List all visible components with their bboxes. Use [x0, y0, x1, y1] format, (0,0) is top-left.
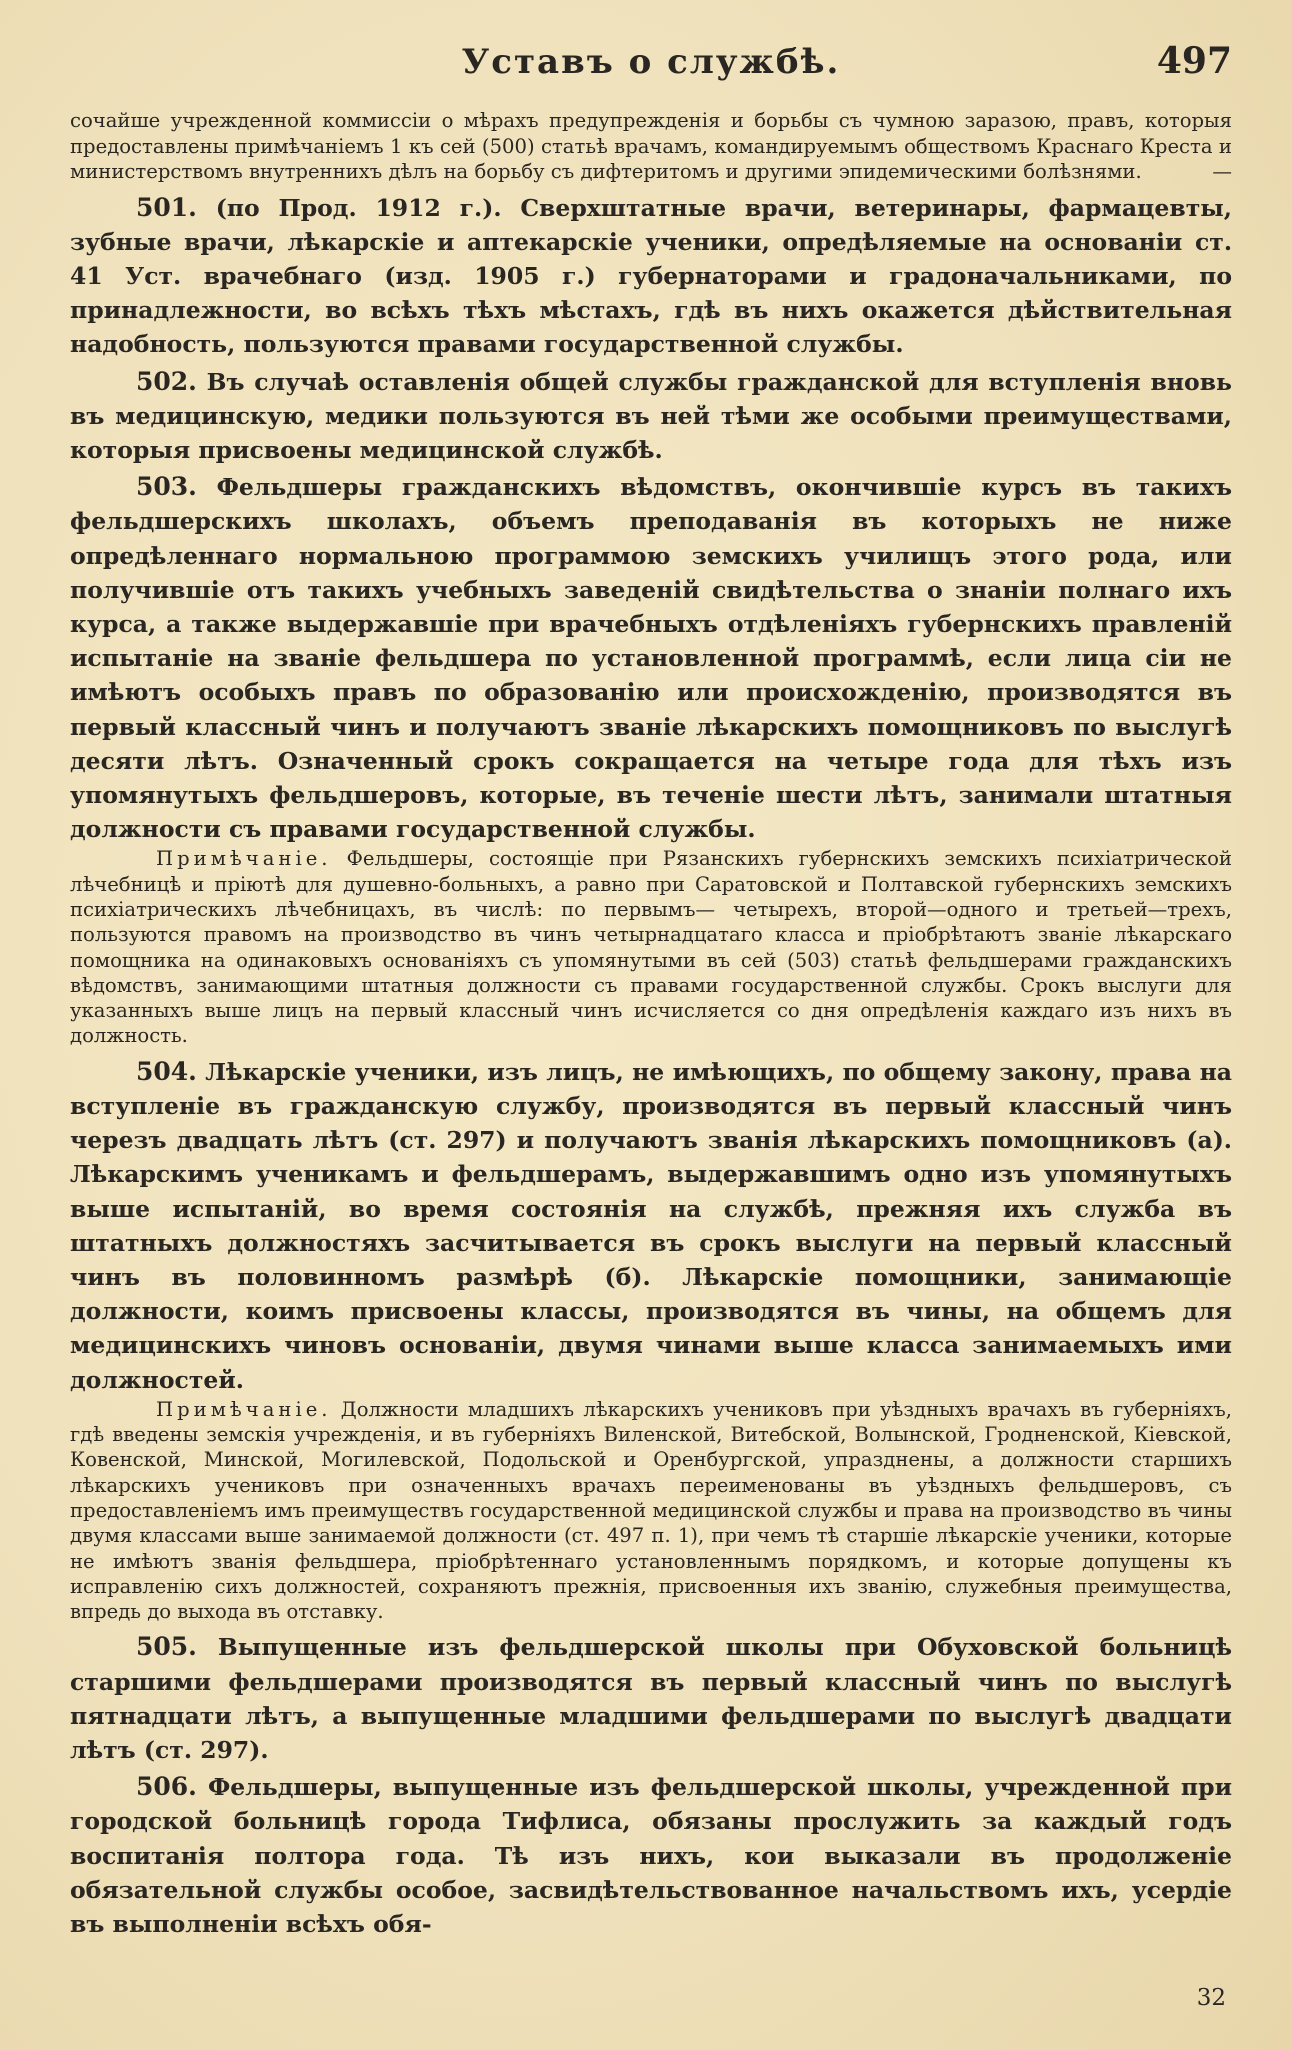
- article-number: 501.: [136, 192, 197, 222]
- article-text: (по Прод. 1912 г.). Сверхштатные врачи, ветеринары, фармацевты, зубные врачи, лѣкарскіе и аптекарскіе ученики, опредѣляемые на основаніи ст. 41 Уст. врачебнаго (изд. 1905 г.) губернаторами и градоначальниками, по принадлежности, во всѣхъ тѣхъ мѣстахъ, гдѣ въ нихъ окажется дѣйствительная надобность, пользуются правами государственной службы.: [70, 193, 1232, 359]
- note-text: Фельдшеры, состоящіе при Рязанскихъ губернскихъ земскихъ психіатрической лѣчебницѣ и пріютѣ для душевно-больныхъ, а равно при Саратовской и Полтавской губернскихъ земскихъ психіатрическихъ лѣчебницахъ, въ числѣ: по первымъ— четырехъ, второй—одного и третьей—трехъ, пользуются правомъ на производство въ чинъ четырнадцатаго класса и пріобрѣтаютъ званіе лѣкарскаго помощника на одинаковыхъ основаніяхъ съ упомянутыми въ сей (503) статьѣ фельдшерами гражданскихъ вѣдомствъ, занимающими штатныя должности съ правами государственной службы. Срокъ выслуги для указанныхъ выше лицъ на первый классный чинъ исчисляется со дня опредѣленія каждаго изъ нихъ въ должность.: [70, 847, 1232, 1048]
- article-506: [70, 1770, 1232, 1941]
- article-501: [70, 191, 1232, 362]
- article-number: 505.: [136, 1632, 197, 1662]
- note-label: Примѣчаніе.: [156, 847, 332, 871]
- article-text: Выпущенные изъ фельдшерской школы при Обуховской больницѣ старшими фельдшерами производятся въ первый классный чинъ по выслугѣ пятнадцати лѣтъ, а выпущенные младшими фельдшерами по выслугѣ двадцати лѣтъ (ст. 297).: [70, 1633, 1232, 1765]
- article-text: Лѣкарскіе ученики, изъ лицъ, не имѣющихъ, по общему закону, права на вступленіе въ гражданскую службу, производятся въ первый классный чинъ черезъ двадцать лѣтъ (ст. 297) и получаютъ званія лѣкарскихъ помощниковъ (а). Лѣкарскимъ ученикамъ и фельдшерамъ, выдержавшимъ одно изъ упомянутыхъ выше испытаній, во время состоянія на службѣ, прежняя ихъ служба въ штатныхъ должностяхъ засчитывается въ срокъ выслуги на первый классный чинъ въ половинномъ размѣрѣ (б). Лѣкарскіе помощники, занимающіе должности, коимъ присвоены классы, производятся въ чины, на общемъ для медицинскихъ чиновъ основаніи, двумя чинами выше класса занимаемыхъ ими должностей.: [70, 1057, 1232, 1394]
- article-504: [70, 1055, 1232, 1397]
- note-503: [70, 846, 1232, 1048]
- article-number: 503.: [136, 472, 197, 502]
- article-503: [70, 470, 1232, 846]
- article-502: [70, 365, 1232, 468]
- note-504: [70, 1397, 1232, 1625]
- article-number: 506.: [136, 1772, 197, 1802]
- page-number: 497: [1156, 40, 1232, 82]
- note-text: Должности младшихъ лѣкарскихъ учениковъ при уѣздныхъ врачахъ въ губерніяхъ, гдѣ введены земскія учрежденія, и въ губерніяхъ Виленской, Витебской, Волынской, Гродненской, Кіевской, Ковенской, Минской, Могилевской, Подольской и Оренбургской, упразднены, а должности старшихъ лѣкарскихъ учениковъ при означенныхъ врачахъ переименованы въ уѣздныхъ фельдшеровъ, съ предоставленіемъ имъ преимуществъ государственной медицинской службы и права на производство въ чины двумя классами выше занимаемой должности (ст. 497 п. 1), при чемъ тѣ старшіе лѣкарскіе ученики, которые не имѣютъ званія фельдшера, пріобрѣтеннаго установленнымъ порядкомъ, и которые допущены къ исправленію сихъ должностей, сохраняютъ прежнія, присвоенныя ихъ званію, служебныя преимущества, впредь до выхода въ отставку.: [70, 1397, 1232, 1624]
- page-header: [70, 40, 1232, 96]
- article-text: Въ случаѣ оставленія общей службы гражданской для вступленія вновь въ медицинскую, медики пользуются въ ней тѣми же особыми преимуществами, которыя присвоены медицинской службѣ.: [70, 367, 1232, 464]
- article-text: Фельдшеры, выпущенные изъ фельдшерской школы, учрежденной при городской больницѣ города Тифлиса, обязаны прослужить за каждый годъ воспитанія полтора года. Тѣ изъ нихъ, кои выказали въ продолженіе обязательной службы особое, засвидѣтельствованное начальствомъ ихъ, усердіе въ выполненіи всѣхъ обя-: [70, 1773, 1232, 1939]
- continuation-paragraph: [70, 108, 1232, 185]
- continuation-dash: —: [1212, 160, 1232, 183]
- note-label: Примѣчаніе.: [156, 1397, 332, 1421]
- article-number: 504.: [136, 1056, 197, 1086]
- article-505: [70, 1630, 1232, 1767]
- page-body: [70, 108, 1232, 1941]
- continuation-text: сочайше учрежденной коммиссіи о мѣрахъ предупрежденія и борьбы съ чумною заразою, правъ, которыя предоставлены примѣчаніемъ 1 къ сей (500) статьѣ врачамъ, командируемымъ обществомъ Краснаго Креста и министерствомъ внутреннихъ дѣлъ на борьбу съ дифтеритомъ и другими эпидемическими болѣзнями.: [70, 109, 1232, 183]
- signature-mark: 32: [1196, 1985, 1226, 2011]
- article-text: Фельдшеры гражданскихъ вѣдомствъ, окончившіе курсъ въ такихъ фельдшерскихъ школахъ, объемъ преподаванія въ которыхъ не ниже опредѣленнаго нормальною программою земскихъ училищъ этого рода, или получившіе отъ такихъ учебныхъ заведеній свидѣтельства о знаніи полнаго ихъ курса, а также выдержавшіе при врачебныхъ отдѣленіяхъ губернскихъ правленій испытаніе на званіе фельдшера по установленной программѣ, если лица сіи не имѣютъ особыхъ правъ по образованію или происхожденію, производятся въ первый классный чинъ и получаютъ званіе лѣкарскихъ помощниковъ по выслугѣ десяти лѣтъ. Означенный срокъ сокращается на четыре года для тѣхъ изъ упомянутыхъ фельдшеровъ, которые, въ теченіе шести лѣтъ, занимали штатныя должности съ правами государственной службы.: [70, 473, 1232, 844]
- article-number: 502.: [136, 366, 197, 396]
- running-title: Уставъ о службѣ.: [461, 42, 841, 82]
